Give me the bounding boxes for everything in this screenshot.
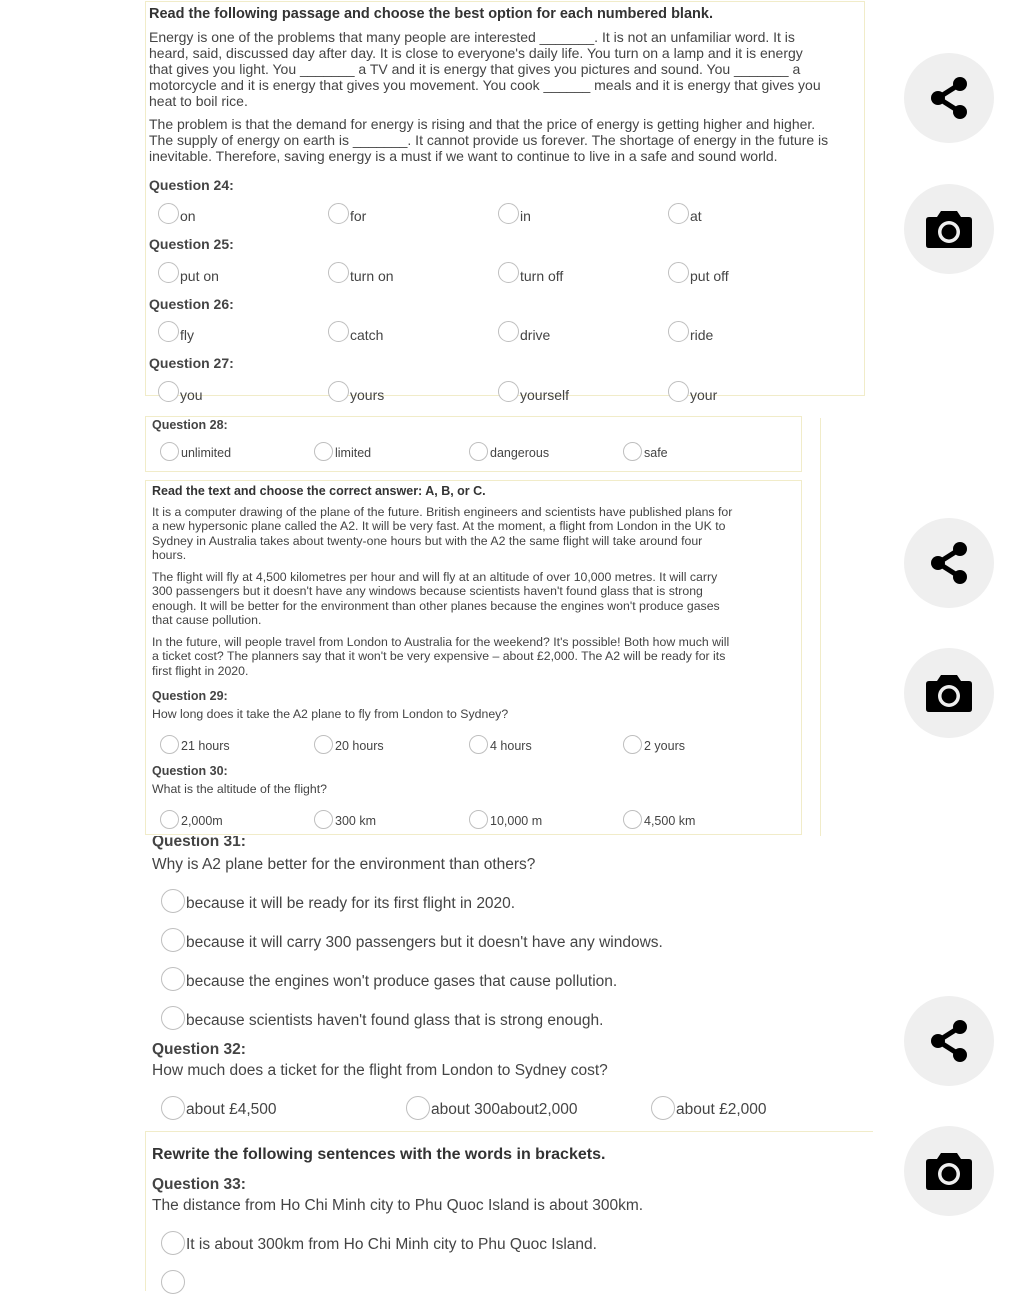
option-radio[interactable] [161,889,185,913]
option-radio[interactable] [314,735,333,754]
question-prompt: What is the altitude of the flight? [152,782,327,796]
camera-icon [925,673,973,713]
question-prompt: How much does a ticket for the flight from London to Sydney cost? [152,1062,608,1079]
option-radio[interactable] [668,203,689,224]
option-radio[interactable] [158,203,179,224]
option-radio[interactable] [158,321,179,342]
question-label: Question 27: [149,355,234,371]
share-button[interactable] [904,518,994,608]
option-label[interactable]: 10,000 m [490,814,543,828]
section-instruction: Read the following passage and choose the best option for each numbered blank. [149,6,713,22]
passage-line: that gives you light. You _______ a TV and it is energy that gives you pictures and sound. You _______ a [149,61,801,77]
option-label[interactable]: yours [350,387,385,403]
option-radio[interactable] [160,810,179,829]
passage-line: inevitable. Therefore, saving energy is a must if we want to continue to live in a safe and sound world. [149,148,778,164]
divider [820,418,821,836]
option-radio[interactable] [668,262,689,283]
option-label[interactable]: for [350,208,367,224]
option-radio[interactable] [469,735,488,754]
option-radio[interactable] [668,381,689,402]
share-button[interactable] [904,996,994,1086]
passage-line: a new hypersonic plane called the A2. It will be very fast. At the moment, a flight from London in the UK to [152,519,726,533]
camera-icon [925,209,973,249]
question-label: Question 30: [152,764,228,778]
camera-button[interactable] [904,1126,994,1216]
passage-line: 300 passengers but it doesn't have any windows because scientists haven't found glass that is strong [152,584,703,598]
option-radio[interactable] [160,442,179,461]
option-label[interactable]: turn on [350,268,394,284]
option-radio[interactable] [158,262,179,283]
question-prompt: How long does it take the A2 plane to fly from London to Sydney? [152,707,509,721]
share-button[interactable] [904,53,994,143]
option-radio[interactable] [498,381,519,402]
share-icon [929,541,969,585]
option-label[interactable]: your [690,387,718,403]
question-31-label-clip [145,836,385,853]
option-radio[interactable] [161,1270,185,1294]
option-label[interactable]: It is about 300km from Ho Chi Minh city to Phu Quoc Island. [186,1236,597,1253]
question-label: Question 25: [149,236,234,252]
question-label: Question 32: [152,1041,246,1058]
option-label[interactable]: ride [690,327,714,343]
option-radio[interactable] [314,810,333,829]
option-label[interactable]: dangerous [490,446,550,460]
option-label[interactable]: limited [335,446,372,460]
passage-line: hours. [152,548,187,562]
camera-button[interactable] [904,184,994,274]
passage-line: Sydney in Australia takes about twenty-one hours but with the A2 the same flight will take around four [152,534,703,548]
option-radio[interactable] [498,262,519,283]
option-label[interactable]: safe [644,446,668,460]
option-radio[interactable] [623,442,642,461]
option-label[interactable]: about £2,000 [676,1101,767,1118]
option-label[interactable]: 4 hours [490,739,532,753]
option-label[interactable]: unlimited [181,446,232,460]
question-label: Question 24: [149,177,234,193]
option-label[interactable]: turn off [520,268,564,284]
option-radio[interactable] [623,810,642,829]
camera-icon [925,1151,973,1191]
passage-line: The flight will fly at 4,500 kilometres per hour and will fly at an altitude of over 10,000 metres. It will carry [152,570,718,584]
passage-line: that cause pollution. [152,613,262,627]
option-radio[interactable] [161,928,185,952]
share-icon [929,76,969,120]
question-label: Question 29: [152,689,228,703]
option-radio[interactable] [328,321,349,342]
question-prompt: The distance from Ho Chi Minh city to Phu Quoc Island is about 300km. [152,1197,644,1214]
option-radio[interactable] [651,1096,675,1120]
passage-line: heard, said, discussed day after day. It is close to everyone's daily life. You turn on a lamp and it is energy [149,45,803,61]
passage-line: first flight in 2020. [152,664,249,678]
option-label[interactable]: because it will carry 300 passengers but it doesn't have any windows. [186,934,663,951]
passage-line: motorcycle and it is energy that gives you movement. You cook ______ meals and it is energy that gives you [149,77,821,93]
passage-line: It is a computer drawing of the plane of the future. British engineers and scientists have published plans for [152,505,733,519]
section-instruction: Read the text and choose the correct answer: A, B, or C. [152,484,486,498]
option-label[interactable]: yourself [520,387,570,403]
option-radio[interactable] [406,1096,430,1120]
option-label[interactable]: fly [180,327,194,343]
section-instruction: Rewrite the following sentences with the words in brackets. [152,1146,606,1163]
passage-line: heat to boil rice. [149,93,248,109]
passage-line: a ticket cost? The planners say that it won't be very expensive – about £2,000. The A2 will be ready for its [152,649,726,663]
option-radio[interactable] [161,1096,185,1120]
question-label: Question 26: [149,296,234,312]
option-radio[interactable] [668,321,689,342]
option-label[interactable]: in [520,208,531,224]
option-label[interactable]: at [690,208,702,224]
option-radio[interactable] [328,203,349,224]
option-radio[interactable] [314,442,333,461]
option-label[interactable]: 2 yours [644,739,685,753]
option-radio[interactable] [328,262,349,283]
option-label[interactable]: 300 km [335,814,376,828]
question-prompt: Why is A2 plane better for the environment than others? [152,856,536,873]
option-label[interactable]: because the engines won't produce gases that cause pollution. [186,973,618,990]
option-label[interactable]: you [180,387,203,403]
question-label: Question 28: [152,418,228,432]
option-label[interactable]: put on [180,268,219,284]
option-radio[interactable] [498,321,519,342]
question-label: Question 31: [152,836,246,850]
question-label: Question 33: [152,1176,246,1193]
camera-button[interactable] [904,648,994,738]
option-label[interactable]: because it will be ready for its first flight in 2020. [186,895,516,912]
option-label[interactable]: drive [520,327,551,343]
option-label[interactable]: 21 hours [181,739,230,753]
option-label[interactable]: 4,500 km [644,814,696,828]
option-label[interactable]: 2,000m [181,814,223,828]
option-radio[interactable] [623,735,642,754]
option-label[interactable]: put off [690,268,729,284]
option-label[interactable]: catch [350,327,384,343]
option-radio[interactable] [328,381,349,402]
share-icon [929,1019,969,1063]
passage-line: In the future, will people travel from London to Australia for the weekend? It's possible! Both how much will [152,635,730,649]
passage-line: Energy is one of the problems that many people are interested _______. It is not an unfamiliar word. It is [149,29,795,45]
passage-line: The supply of energy on earth is _______. It cannot provide us forever. The shortage of energy in the future is [149,132,829,148]
option-radio[interactable] [469,442,488,461]
option-radio[interactable] [160,735,179,754]
option-radio[interactable] [161,1006,185,1030]
option-radio[interactable] [469,810,488,829]
option-radio[interactable] [161,1231,185,1255]
option-radio[interactable] [158,381,179,402]
option-label[interactable]: 20 hours [335,739,384,753]
passage-line: The problem is that the demand for energy is rising and that the price of energy is getting higher and higher. [149,116,816,132]
option-label[interactable]: because scientists haven't found glass that is strong enough. [186,1012,604,1029]
option-radio[interactable] [498,203,519,224]
passage-line: enough. It will be better for the environment than other planes because the engines won't produce gases [152,599,720,613]
option-label[interactable]: about £4,500 [186,1101,277,1118]
option-label[interactable]: about 300about2,000 [431,1101,578,1118]
option-radio[interactable] [161,967,185,991]
option-label[interactable]: on [180,208,196,224]
